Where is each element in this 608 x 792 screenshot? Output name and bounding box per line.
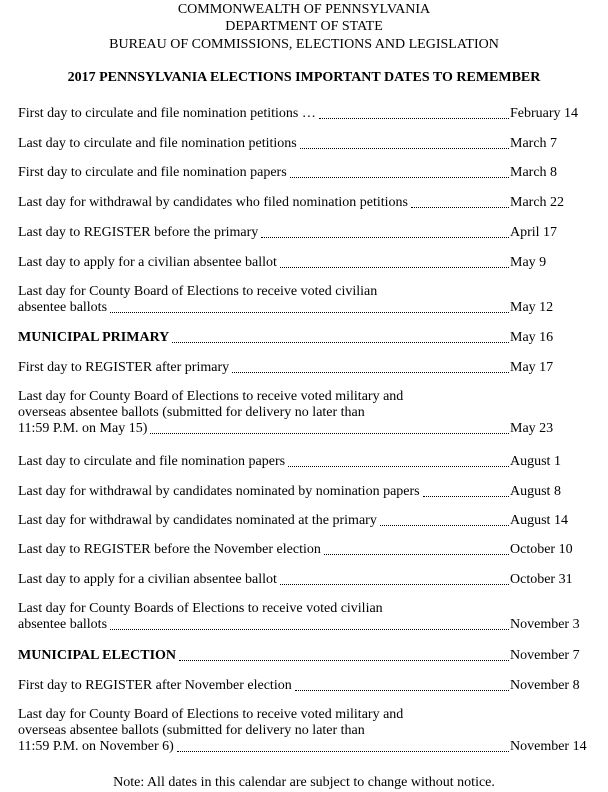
dot-leader: [300, 147, 509, 149]
date-row-label: 11:59 P.M. on May 15): [18, 421, 148, 436]
header-commonwealth: COMMONWEALTH OF PENNSYLVANIA: [177, 2, 431, 17]
date-row-label: First day to REGISTER after November election: [18, 678, 292, 693]
date-row-lead-line: overseas absentee ballots (submitted for delivery no later than: [18, 723, 365, 738]
date-row-label: MUNICIPAL PRIMARY: [18, 330, 170, 345]
date-row-date: October 10: [510, 542, 573, 557]
date-row: [18, 601, 590, 633]
date-row-date: May 23: [510, 421, 554, 436]
dot-leader: [324, 553, 509, 555]
dot-leader: [177, 750, 509, 752]
dot-leader: [288, 465, 509, 467]
dot-leader: [261, 236, 509, 238]
date-row: [18, 225, 590, 241]
footer-note: Note: All dates in this calendar are subject to change without notice.: [113, 775, 495, 790]
date-row-label: First day to circulate and file nomination papers: [18, 165, 287, 180]
date-row-label: Last day for withdrawal by candidates who filed nomination petitions: [18, 195, 408, 210]
dot-leader: [110, 628, 509, 630]
date-row-label: Last day to REGISTER before the November election: [18, 542, 321, 557]
date-row: [18, 255, 590, 271]
date-row-municipal-election: [18, 648, 590, 664]
date-row-date: May 9: [510, 255, 547, 270]
date-row-label: Last day for withdrawal by candidates nominated by nomination papers: [18, 484, 420, 499]
date-row: [18, 513, 590, 529]
date-row-municipal-primary: [18, 330, 590, 346]
date-row: [18, 165, 590, 181]
dot-leader: [179, 659, 509, 661]
dot-leader: [319, 117, 509, 119]
date-row-label: First day to REGISTER after primary: [18, 360, 230, 375]
date-row-lead-line: Last day for County Boards of Elections to receive voted civilian: [18, 601, 383, 616]
date-row-date: April 17: [510, 225, 558, 240]
date-row-label: Last day to apply for a civilian absentee ballot: [18, 572, 277, 587]
date-row-date: February 14: [510, 106, 579, 121]
dot-leader: [172, 341, 509, 343]
date-row-date: March 22: [510, 195, 565, 210]
date-row: [18, 360, 590, 376]
date-row-date: August 1: [510, 454, 561, 469]
date-row-lead-line: overseas absentee ballots (submitted for delivery no later than: [18, 405, 365, 420]
dot-leader: [290, 176, 509, 178]
date-row-label: absentee ballots: [18, 300, 108, 315]
date-row-date: May 16: [510, 330, 554, 345]
date-row: [18, 678, 590, 694]
page-title: 2017 PENNSYLVANIA ELECTIONS IMPORTANT DATES TO REMEMBER: [67, 70, 541, 85]
date-row-label: absentee ballots: [18, 617, 108, 632]
date-row-date: August 8: [510, 484, 561, 499]
date-row: [18, 284, 590, 316]
date-row: [18, 106, 590, 122]
header-department: DEPARTMENT OF STATE: [225, 19, 383, 34]
date-row-label: Last day to circulate and file nomination petitions: [18, 136, 297, 151]
date-row: [18, 542, 590, 558]
date-row: [18, 572, 590, 588]
date-row-label: Last day to apply for a civilian absentee ballot: [18, 255, 277, 270]
date-row: [18, 454, 590, 470]
date-row-label: Last day to REGISTER before the primary: [18, 225, 259, 240]
dot-leader: [150, 432, 509, 434]
date-row-label: First day to circulate and file nomination petitions …: [18, 106, 316, 121]
date-row-date: May 17: [510, 360, 554, 375]
dot-leader: [423, 495, 509, 497]
date-row-date: August 14: [510, 513, 568, 528]
date-row: [18, 136, 590, 152]
dot-leader: [232, 371, 509, 373]
date-row: [18, 707, 590, 755]
date-row-date: November 8: [510, 678, 580, 693]
date-row: [18, 484, 590, 500]
date-row: [18, 389, 590, 437]
date-row-date: May 12: [510, 300, 554, 315]
date-row-label: MUNICIPAL ELECTION: [18, 648, 177, 663]
date-row-date: March 8: [510, 165, 558, 180]
date-row-label: Last day to circulate and file nomination papers: [18, 454, 286, 469]
date-row-lead-line: Last day for County Board of Elections to receive voted military and: [18, 707, 404, 722]
date-row-date: March 7: [510, 136, 558, 151]
date-row-date: November 7: [510, 648, 580, 663]
dot-leader: [280, 266, 509, 268]
date-row-label: 11:59 P.M. on November 6): [18, 739, 174, 754]
dot-leader: [380, 524, 509, 526]
header-bureau: BUREAU OF COMMISSIONS, ELECTIONS AND LEGISLATION: [109, 37, 499, 52]
dot-leader: [280, 583, 509, 585]
date-row-lead-line: Last day for County Board of Elections to receive voted civilian: [18, 284, 378, 299]
date-row-date: November 3: [510, 617, 580, 632]
dot-leader: [295, 689, 509, 691]
date-row: [18, 195, 590, 211]
date-row-date: November 14: [510, 739, 587, 754]
dot-leader: [411, 206, 509, 208]
date-row-label: Last day for withdrawal by candidates nominated at the primary: [18, 513, 377, 528]
date-row-lead-line: Last day for County Board of Elections to receive voted military and: [18, 389, 404, 404]
date-row-date: October 31: [510, 572, 573, 587]
dot-leader: [110, 311, 509, 313]
